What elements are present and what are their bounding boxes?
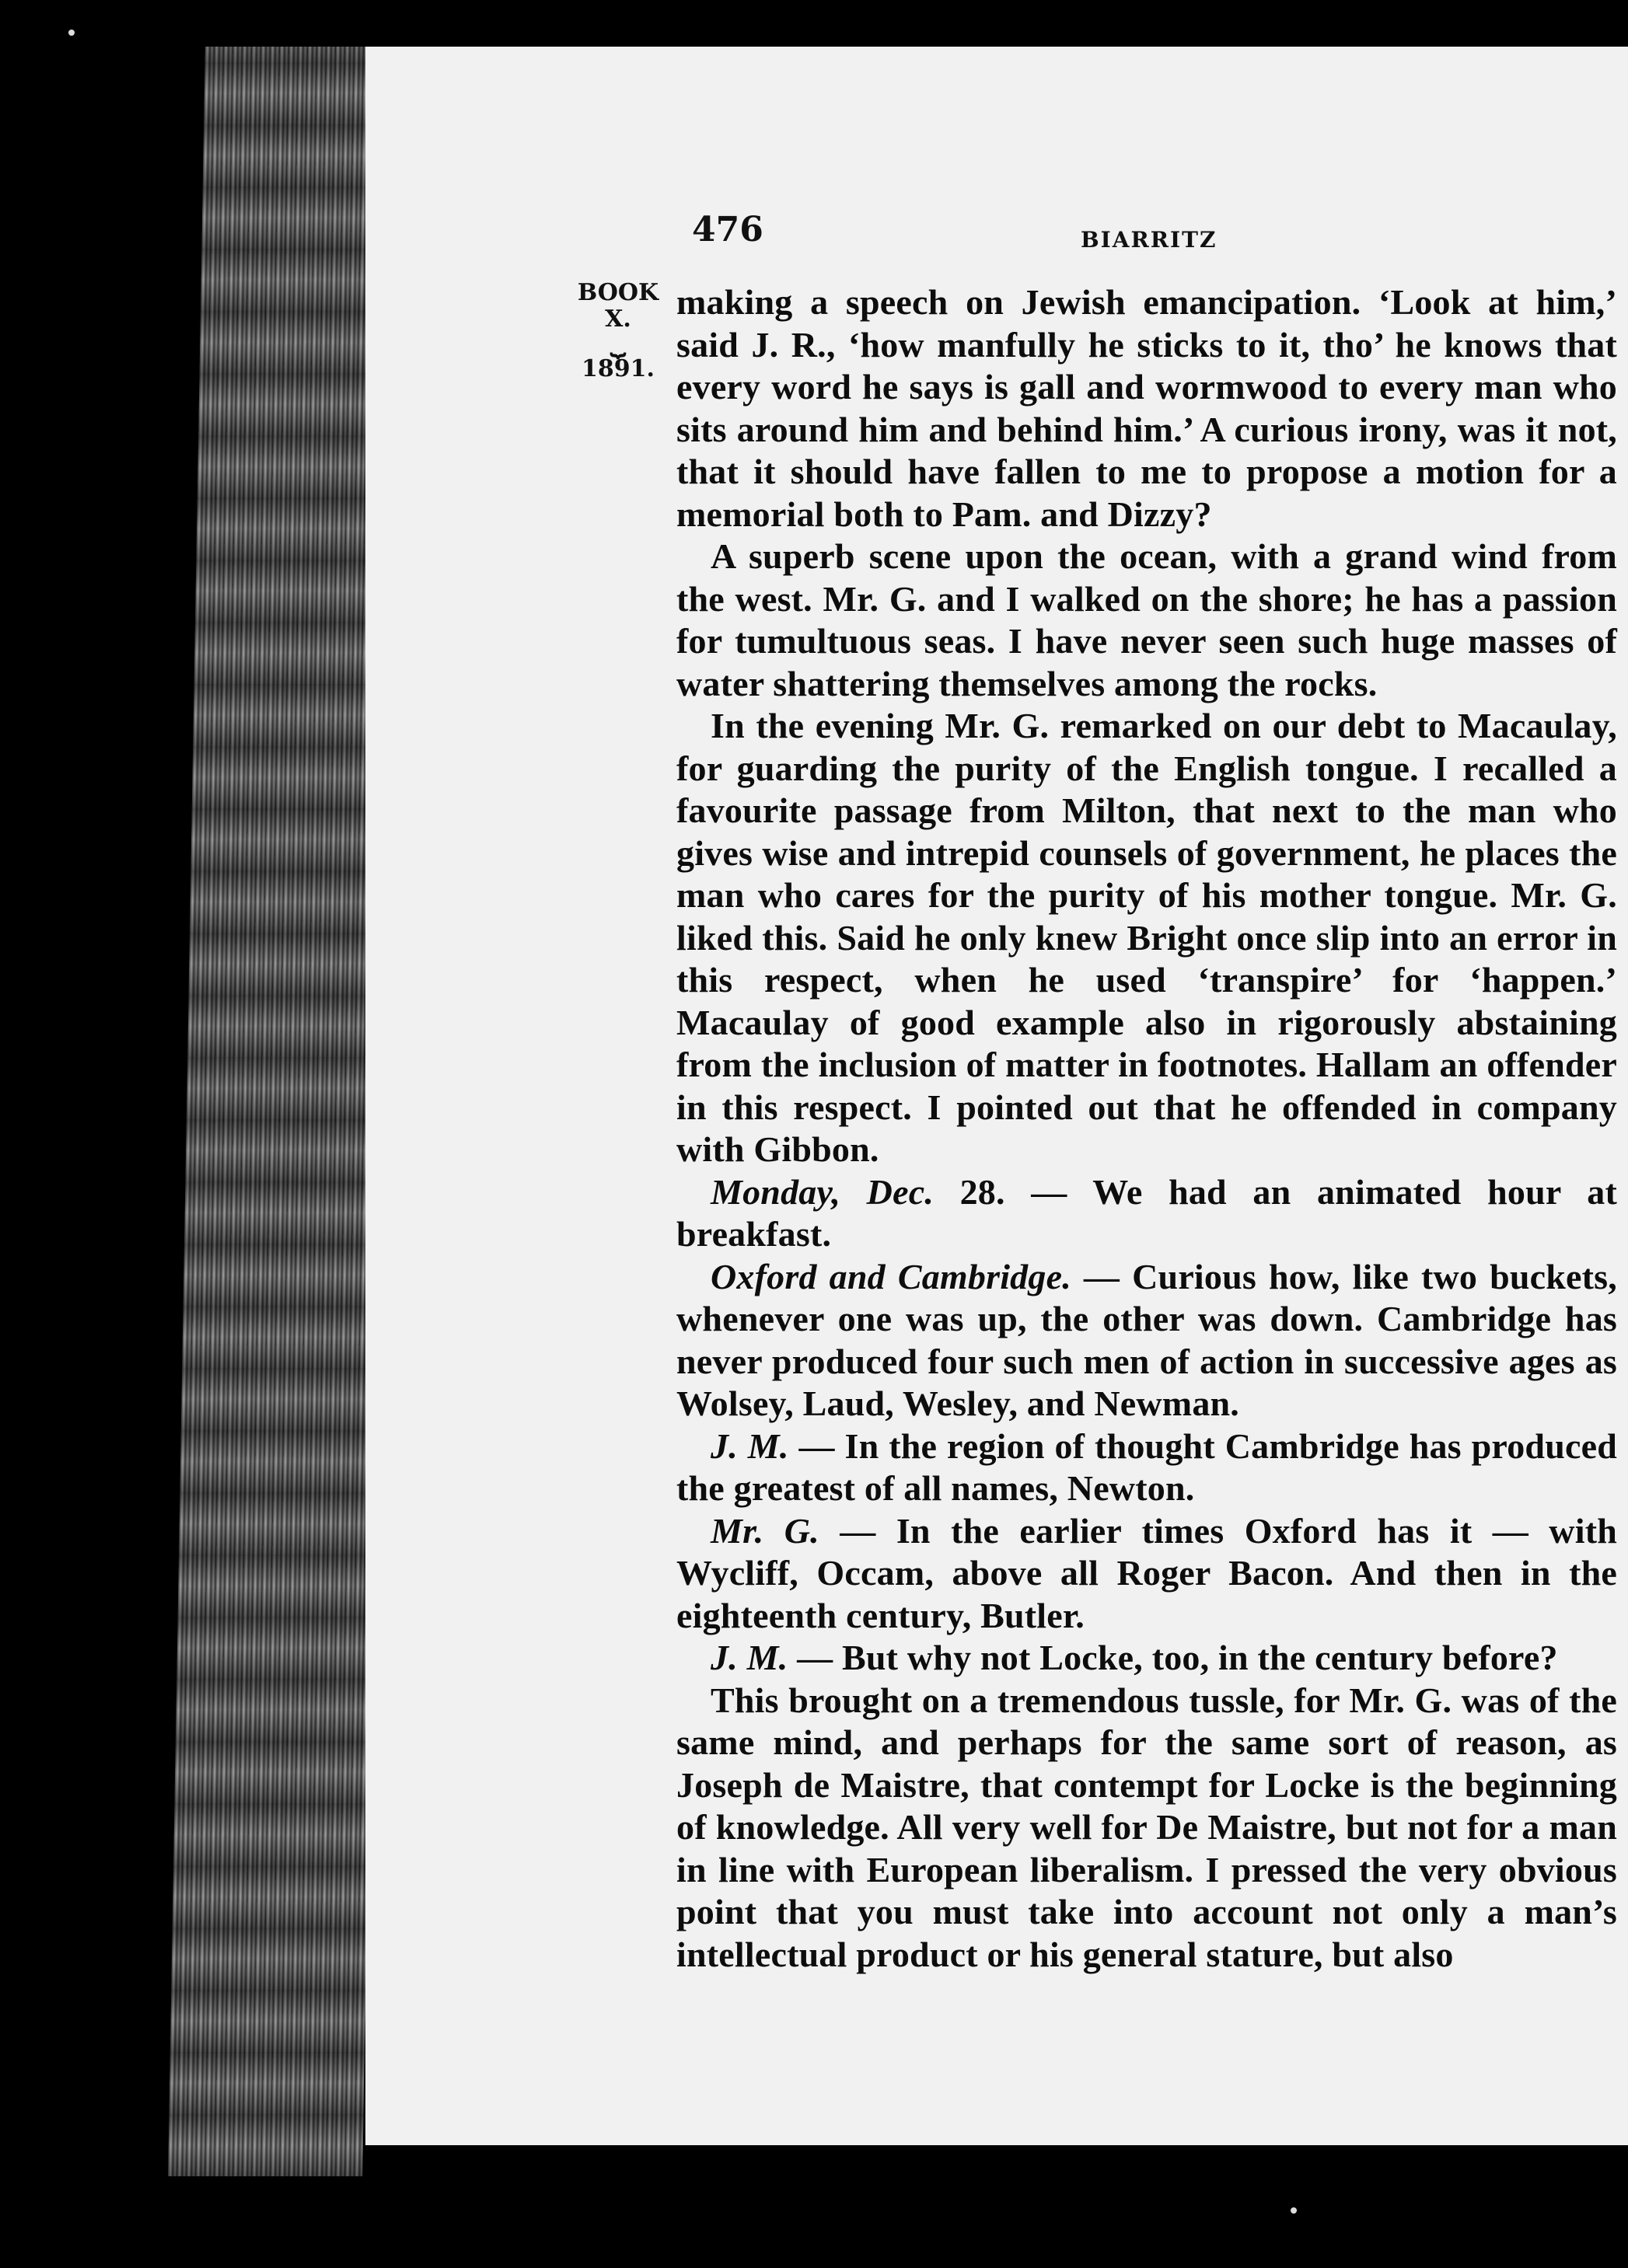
paragraph: making a speech on Jewish emancipation. ‘Look at him,’ said J. R., ‘how manfully he sticks to it, tho’ he knows that every word he says is gall and wormwood to every man who sits around him and behind him.’ A curious irony, was it not, that it should have fallen to me to propose a motion for a memorial both to Pam. and Dizzy? xyxy=(676,282,1617,534)
paragraph: In the evening Mr. G. remarked on our debt to Macaulay, for guarding the purity of the English tongue. I recalled a favourite passage from Milton, that next to the man who gives wise and intrepid counsels of government, he places the man who cares for the purity of his mother tongue. Mr. G. liked this. Said he only knew Bright once slip into an error in this respect, when he used ‘transpire’ for ‘happen.’ Macaulay of good example also in rigorously abstaining from the inclusion of matter in footnotes. Hallam an offender in this respect. I pointed out that he offended in company with Gibbon. xyxy=(676,706,1617,1169)
margin-note xyxy=(575,280,661,382)
margin-volume: X. xyxy=(605,305,631,333)
paragraph: A superb scene upon the ocean, with a grand wind from the west. Mr. G. and I walked on the shore; he has a passion for tumultuous seas. I have never seen such huge masses of water shattering themselves among the rocks. xyxy=(676,536,1617,703)
scan-speck xyxy=(68,30,75,36)
running-head: BIARRITZ xyxy=(1081,227,1218,253)
paragraph: This brought on a tremendous tussle, for Mr. G. was of the same mind, and perhaps for the same sort of reason, as Joseph de Maistre, that contempt for Locke is the beginning of knowledge. All very well for De Maistre, but not for a man in line with European liberalism. I pressed the very obvious point that you must take into account not only a man’s intellectual product or his general stature, but also xyxy=(676,1680,1617,1974)
margin-year: 1891. xyxy=(582,355,655,382)
body-text xyxy=(676,281,1617,1976)
margin-book: BOOK xyxy=(577,279,659,306)
paragraph: Oxford and Cambridge. — Curious how, like two buckets, whenever one was up, the other was down. Cambridge has never produced four such men of action in successive ages as Wolsey, Laud, Wesley, and Newman. xyxy=(676,1256,1617,1423)
scan-speck xyxy=(1291,2207,1297,2214)
paragraph-lead: J. M. xyxy=(711,1638,788,1677)
page-number: 476 xyxy=(692,210,763,249)
paragraph: J. M. — But why not Locke, too, in the century before? xyxy=(711,1638,1558,1677)
paragraph: Mr. G. — In the earlier times Oxford has it — with Wycliff, Occam, above all Roger Bacon. And then in the eighteenth century, Butler. xyxy=(676,1510,1617,1635)
page-header xyxy=(692,210,1609,256)
brace-icon: ⏟ xyxy=(610,326,627,358)
paragraph-lead: Monday, Dec. xyxy=(711,1171,935,1212)
paragraph-lead: J. M. xyxy=(711,1425,789,1466)
paragraph: Monday, Dec. 28. — We had an animated hour at breakfast. xyxy=(676,1171,1617,1254)
paragraph-lead: Mr. G. xyxy=(711,1510,819,1551)
paragraph-lead: Oxford and Cambridge. xyxy=(711,1256,1071,1296)
paragraph: J. M. — In the region of thought Cambridge has produced the greatest of all names, Newton. xyxy=(676,1425,1617,1508)
